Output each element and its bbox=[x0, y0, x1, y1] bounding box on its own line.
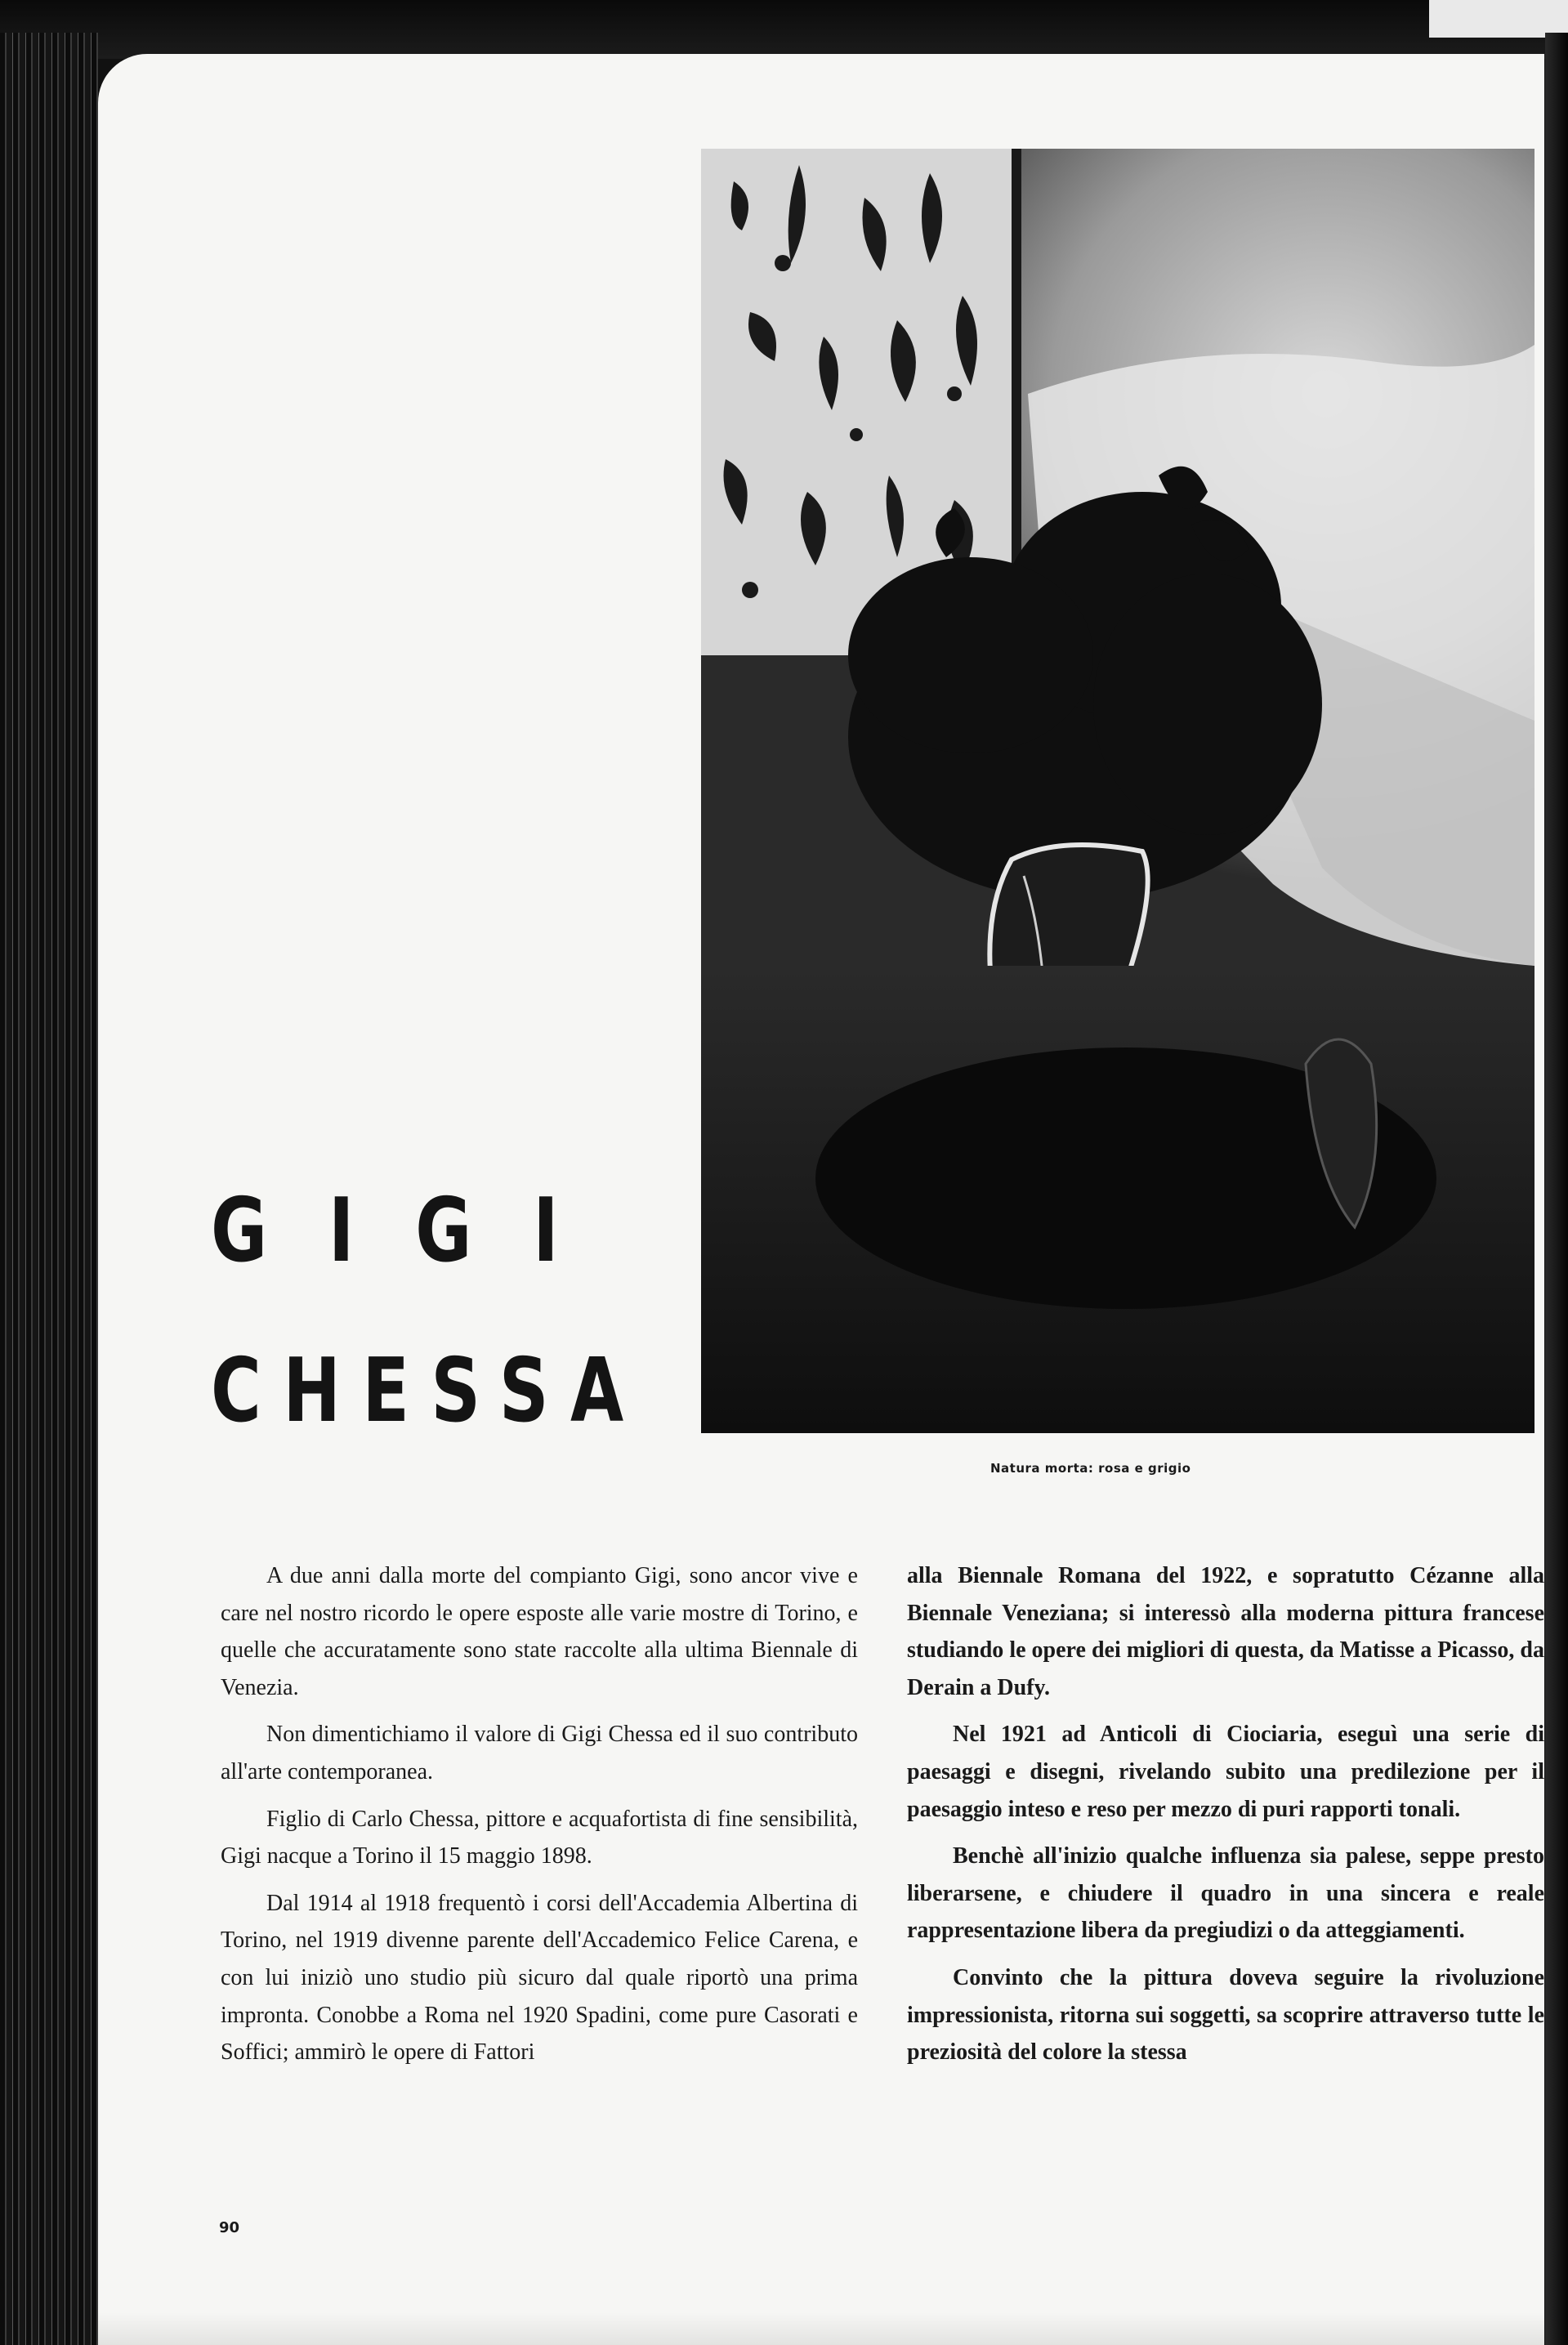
painting-caption: Natura morta: rosa e grigio bbox=[990, 1461, 1191, 1476]
painting-still-life bbox=[701, 149, 1534, 1433]
magazine-page bbox=[98, 54, 1544, 2345]
paragraph: Convinto che la pittura doveva seguire la rivoluzione impressionista, ritorna sui soggetti, sa scoprire attraverso tutte le preziosità del colore la stessa bbox=[907, 1964, 1544, 2066]
paragraph: Dal 1914 al 1918 frequentò i corsi dell'Accademia Albertina di Torino, nel 1919 divenne parente dell'Accademico Felice Carena, e con lui iniziò uno studio più sicuro dal quale riportò una prima impronta. Conobbe a Roma nel 1920 Spadini, come pure Casorati e Soffici; ammirò le opere di Fattori bbox=[221, 1890, 858, 2066]
paragraph: Non dimentichiamo il valore di Gigi Chessa ed il suo contributo all'arte contemporanea. bbox=[221, 1722, 858, 1784]
left-text-column bbox=[221, 1557, 858, 2081]
article-title-last-name: CHESSA bbox=[211, 1340, 646, 1442]
article-title-first-name: GIGI bbox=[211, 1180, 620, 1282]
paragraph: Benchè all'inizio qualche influenza sia palese, seppe presto liberarsene, e chiudere il quadro in una sincera e reale rappresentazione libera da pregiudizi o da atteggiamenti. bbox=[907, 1843, 1544, 1944]
paragraph: alla Biennale Romana del 1922, e sopratutto Cézanne alla Biennale Veneziana; si interessò alla moderna pittura francese studiando le opere dei migliori di questa, da Matisse a Picasso, da Derain a Dufy. bbox=[907, 1563, 1544, 1700]
page-shadow bbox=[98, 2312, 1544, 2345]
painting-image bbox=[701, 149, 1534, 1433]
paragraph: Nel 1921 ad Anticoli di Ciociaria, eseguì una serie di paesaggi e disegni, rivelando subito una predilezione per il paesaggio inteso e reso per mezzo di puri rapporti tonali. bbox=[907, 1722, 1544, 1822]
right-text-column bbox=[907, 1557, 1544, 2081]
scan-border-right bbox=[1545, 33, 1568, 2345]
paragraph: Figlio di Carlo Chessa, pittore e acquafortista di fine sensibilità, Gigi nacque a Torino il 15 maggio 1898. bbox=[221, 1806, 858, 1869]
paragraph: A due anni dalla morte del compianto Gigi, sono ancor vive e care nel nostro ricordo le opere esposte alle varie mostre di Torino, e quelle che accuratamente sono state raccolte alla ultima Biennale di Venezia. bbox=[221, 1563, 858, 1700]
scan-border-top bbox=[0, 0, 1568, 59]
book-spine-edge bbox=[0, 33, 98, 2345]
page-number: 90 bbox=[219, 2219, 240, 2236]
